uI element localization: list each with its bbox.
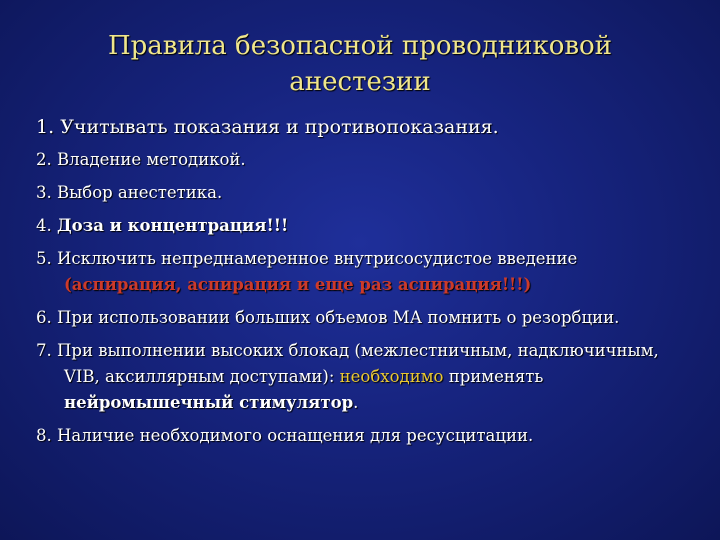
item-highlight-text: необходимо xyxy=(339,367,444,386)
rules-list xyxy=(36,114,686,449)
item-number: 3. xyxy=(36,183,52,202)
list-item xyxy=(36,423,686,449)
item-number: 8. xyxy=(36,426,52,445)
list-item xyxy=(36,305,686,331)
item-text: При выполнении высоких блокад (межлестничным, надключичным, VIB, аксиллярным доступами): xyxy=(57,341,659,386)
item-text: Наличие необходимого оснащения для ресусцитации. xyxy=(57,426,534,445)
item-number: 1. xyxy=(36,116,55,138)
item-text: применять xyxy=(448,367,544,386)
item-bold-text: Доза и концентрация!!! xyxy=(57,216,289,235)
item-text-end: . xyxy=(353,393,359,412)
item-text: Выбор анестетика. xyxy=(57,183,223,202)
item-text: Владение методикой. xyxy=(57,150,246,169)
list-item xyxy=(36,147,686,173)
item-number: 4. xyxy=(36,216,52,235)
slide-title xyxy=(60,28,660,100)
item-text: Учитывать показания и противопоказания. xyxy=(60,116,499,138)
list-item xyxy=(36,246,686,298)
item-number: 2. xyxy=(36,150,52,169)
item-bold-text: нейромышечный стимулятор xyxy=(64,393,354,412)
list-item xyxy=(36,338,686,416)
title-line-2: анестезии xyxy=(289,67,431,97)
list-item xyxy=(36,114,686,140)
item-text: Исключить непреднамеренное внутрисосудистое введение xyxy=(57,249,578,268)
title-line-1: Правила безопасной проводниковой xyxy=(107,31,613,61)
item-warning-text: (аспирация, аспирация и еще раз аспирация!!!) xyxy=(64,275,532,294)
item-number: 6. xyxy=(36,308,52,327)
list-item xyxy=(36,180,686,206)
item-number: 5. xyxy=(36,249,52,268)
item-number: 7. xyxy=(36,341,52,360)
list-item xyxy=(36,213,686,239)
item-text: При использовании больших объемов МА помнить о резорбции. xyxy=(57,308,620,327)
